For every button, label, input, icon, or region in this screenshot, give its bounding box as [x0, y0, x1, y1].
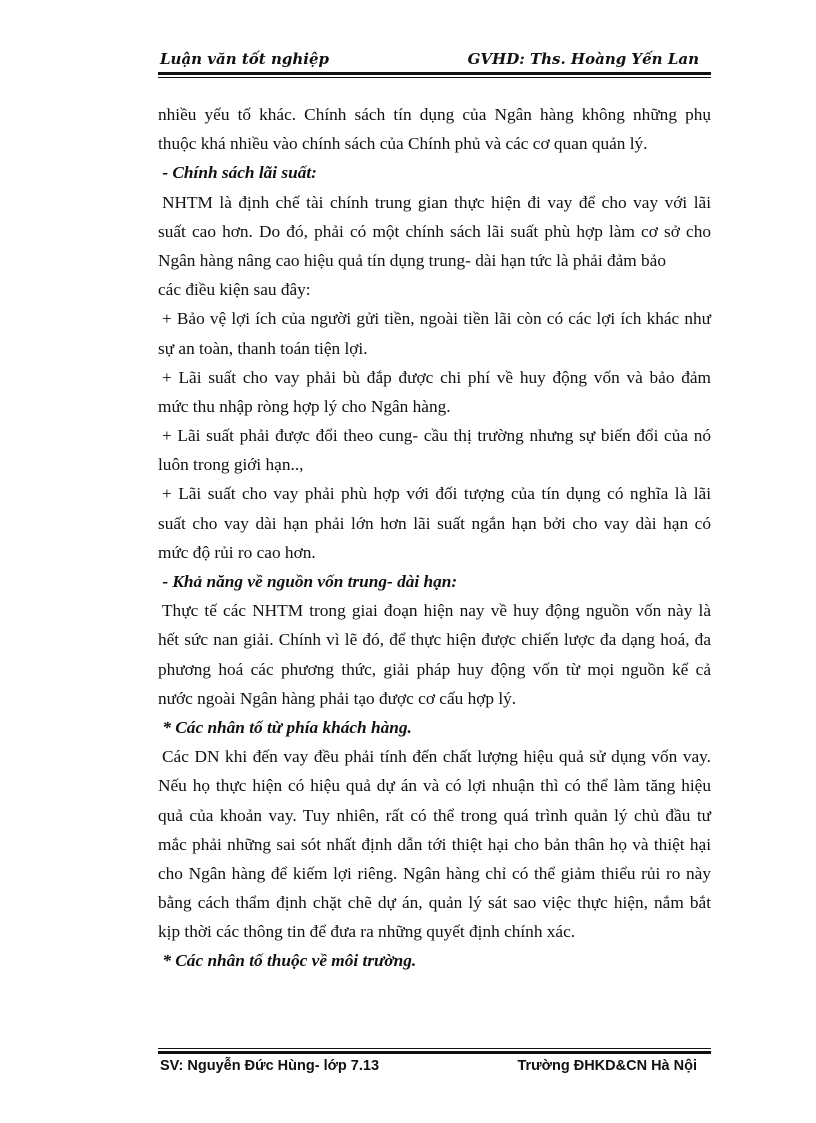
paragraph-line: kịp thời các thông tin để đưa ra những quyết định chính xác. — [158, 922, 576, 942]
footer-school: Trường ĐHKD&CN Hà Nội — [517, 1058, 697, 1074]
section-heading: * Các nhân tố thuộc về môi trường. — [158, 951, 417, 971]
list-item-line: + Lãi suất cho vay phải bù đắp được chi phí về huy động vốn và bảo đảm — [162, 367, 711, 387]
header-thesis-title: Luận văn tốt nghiệp — [160, 50, 329, 68]
paragraph-line: suất cao hơn. Do đó, phải có một chính sách lãi suất phù hợp làm cơ sở cho — [158, 221, 711, 241]
paragraph-line: bằng cách thẩm định chặt chẽ dự án, quản lý sát sao việc thực hiện, nắm bắt — [158, 893, 711, 913]
list-item-line: + Bảo vệ lợi ích của người gửi tiền, ngoài tiền lãi còn có các lợi ích khác như — [162, 309, 711, 329]
paragraph-line: Thực tế các NHTM trong giai đoạn hiện nay về huy động nguồn vốn này là — [162, 601, 711, 621]
header-rule-thin — [158, 77, 711, 78]
body-text — [158, 100, 711, 976]
section-heading: - Chính sách lãi suất: — [158, 163, 317, 183]
list-item-line: + Lãi suất phải được đổi theo cung- cầu thị trường nhưng sự biến đổi của nó — [162, 426, 711, 446]
header-advisor: GVHD: Ths. Hoàng Yến Lan — [467, 50, 699, 68]
paragraph-line: phương hoá các phương thức, giải pháp huy động vốn từ mọi nguồn kể cả — [158, 659, 711, 679]
paragraph-line: mắc phải những sai sót nhất định dẫn tới thiệt hại cho bản thân họ và thiệt hại — [158, 834, 711, 854]
paragraph-line: các điều kiện sau đây: — [158, 280, 311, 300]
footer-student: SV: Nguyễn Đức Hùng- lớp 7.13 — [160, 1058, 380, 1074]
paragraph-line: NHTM là định chế tài chính trung gian thực hiện đi vay để cho vay với lãi — [162, 192, 711, 212]
paragraph-line: nước ngoài Ngân hàng phải tạo được cơ cấu hợp lý. — [158, 688, 517, 708]
paragraph-line: sự an toàn, thanh toán tiện lợi. — [158, 338, 368, 358]
paragraph-line: Ngân hàng nâng cao hiệu quả tín dụng trung- dài hạn tức là phải đảm bảo — [158, 250, 666, 270]
section-heading: - Khả năng về nguồn vốn trung- dài hạn: — [158, 572, 458, 591]
paragraph-line: mức độ rủi ro cao hơn. — [158, 542, 316, 562]
paragraph-line: luôn trong giới hạn.., — [158, 455, 304, 475]
paragraph-line: Các DN khi đến vay đều phải tính đến chất lượng hiệu quả sử dụng vốn vay. — [162, 747, 711, 767]
footer-rule-thin — [158, 1048, 711, 1049]
paragraph-line: mức thu nhập ròng hợp lý cho Ngân hàng. — [158, 396, 451, 416]
paragraph-line: suất cho vay dài hạn phải lớn hơn lãi suất ngắn hạn bởi cho vay dài hạn có — [158, 513, 711, 533]
header-rule — [158, 72, 711, 75]
paragraph-line: Nếu họ thực hiện có hiệu quả dự án và có lợi nhuận thì có thể làm tăng hiệu — [158, 776, 711, 796]
paragraph-line: nhiều yếu tố khác. Chính sách tín dụng của Ngân hàng không những phụ — [158, 105, 711, 124]
paragraph-line: cho Ngân hàng để kiếm lợi riêng. Ngân hàng chỉ có thể giảm thiểu rủi ro này — [158, 863, 711, 883]
page-footer — [160, 1058, 711, 1078]
list-item-line: + Lãi suất cho vay phải phù hợp với đối tượng của tín dụng có nghĩa là lãi — [162, 484, 711, 504]
page-header — [158, 50, 711, 72]
paragraph-line: hết sức nan giải. Chính vì lẽ đó, để thực hiện được chiến lược đa dạng hoá, đa — [158, 630, 711, 650]
paragraph-line: thuộc khá nhiều vào chính sách của Chính phủ và các cơ quan quản lý. — [158, 134, 648, 154]
paragraph-line: quả của khoản vay. Tuy nhiên, rất có thể trong quá trình quản lý chủ đầu tư — [158, 805, 711, 825]
footer-rule — [158, 1051, 711, 1054]
section-heading: * Các nhân tố từ phía khách hàng. — [158, 717, 412, 737]
